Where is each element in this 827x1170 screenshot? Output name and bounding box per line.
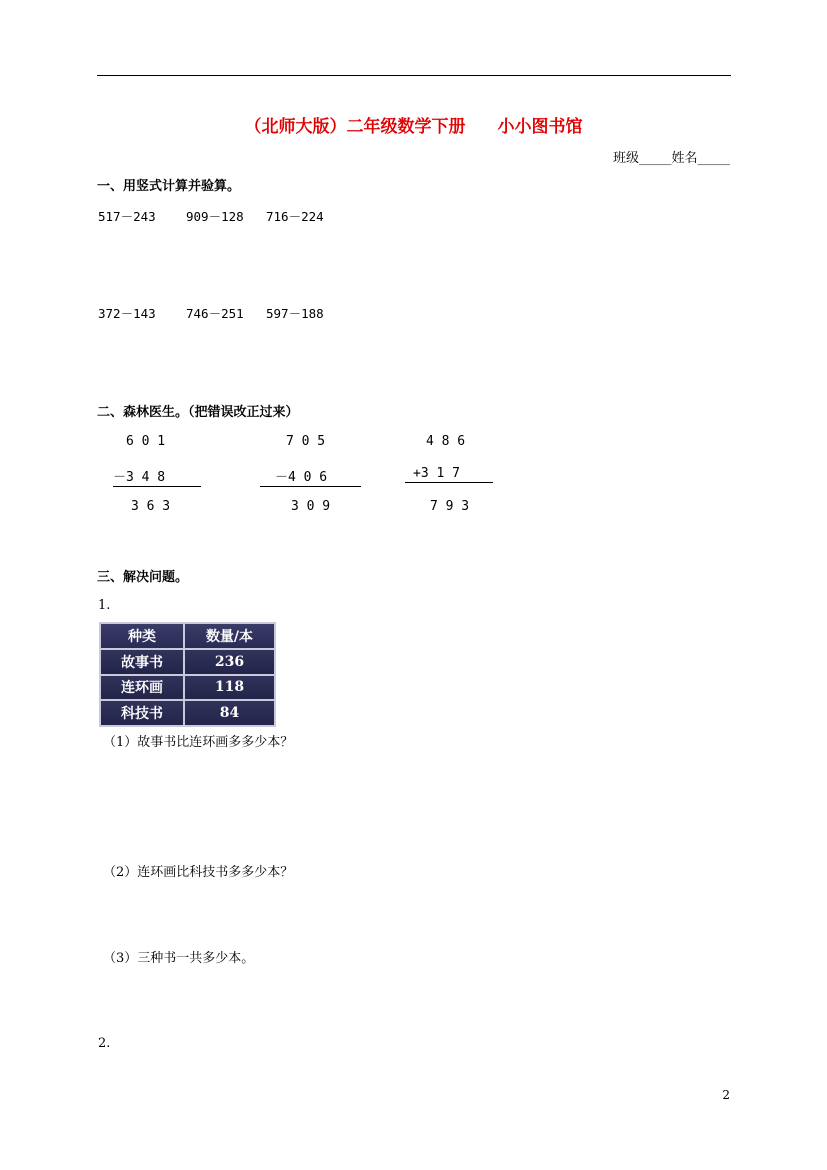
calc-problem: 746－251 bbox=[186, 306, 244, 321]
section3-heading: 三、解决问题。 bbox=[97, 570, 189, 585]
header-rule bbox=[97, 75, 731, 76]
sub-question: （1）故事书比连环画多多少本？ bbox=[103, 735, 294, 750]
vertical-top-number: 4 8 6 bbox=[426, 434, 466, 449]
book-table bbox=[99, 622, 276, 727]
vertical-operand bbox=[113, 466, 201, 487]
title-subject: 小小图书馆 bbox=[497, 117, 583, 137]
table-header-row bbox=[100, 623, 275, 649]
page-number: 2 bbox=[722, 1088, 730, 1102]
sub-question: （2）连环画比科技书多多少本？ bbox=[103, 865, 294, 880]
vertical-result: 7 9 3 bbox=[430, 499, 470, 514]
table-header-cell: 数量/本 bbox=[184, 623, 275, 649]
table-cell: 故事书 bbox=[100, 649, 184, 675]
vertical-top-number: 6 0 1 bbox=[126, 434, 166, 449]
vertical-result: 3 6 3 bbox=[131, 499, 171, 514]
calc-problem: 597－188 bbox=[266, 306, 324, 321]
operand-text: －4 0 6 bbox=[275, 470, 328, 485]
vertical-operand bbox=[405, 466, 493, 483]
page-title bbox=[0, 112, 827, 137]
calc-problem: 517－243 bbox=[98, 209, 156, 224]
table-cell: 236 bbox=[184, 649, 275, 675]
table-cell: 84 bbox=[184, 700, 275, 726]
table-header-cell: 种类 bbox=[100, 623, 184, 649]
table-row bbox=[100, 649, 275, 675]
title-text: （北师大版）二年级数学下册 bbox=[244, 117, 466, 137]
section1-heading: 一、用竖式计算并验算。 bbox=[97, 179, 241, 194]
vertical-top-number: 7 0 5 bbox=[286, 434, 326, 449]
table-cell: 连环画 bbox=[100, 675, 184, 701]
question-number: 2. bbox=[98, 1036, 111, 1051]
vertical-operand bbox=[260, 466, 361, 487]
table-row bbox=[100, 700, 275, 726]
question-number: 1. bbox=[98, 598, 111, 613]
class-name-line: 班级_____姓名_____ bbox=[612, 151, 730, 166]
table-cell: 118 bbox=[184, 675, 275, 701]
table-row bbox=[100, 675, 275, 701]
operand-text: +3 1 7 bbox=[413, 466, 460, 481]
sub-question: （3）三种书一共多少本。 bbox=[103, 951, 255, 966]
section2-heading: 二、森林医生。（把错误改正过来） bbox=[97, 405, 299, 420]
vertical-result: 3 0 9 bbox=[291, 499, 331, 514]
operand-text: －3 4 8 bbox=[113, 470, 166, 485]
table-cell: 科技书 bbox=[100, 700, 184, 726]
calc-problem: 372－143 bbox=[98, 306, 156, 321]
calc-problem: 909－128 bbox=[186, 209, 244, 224]
calc-problem: 716－224 bbox=[266, 209, 324, 224]
